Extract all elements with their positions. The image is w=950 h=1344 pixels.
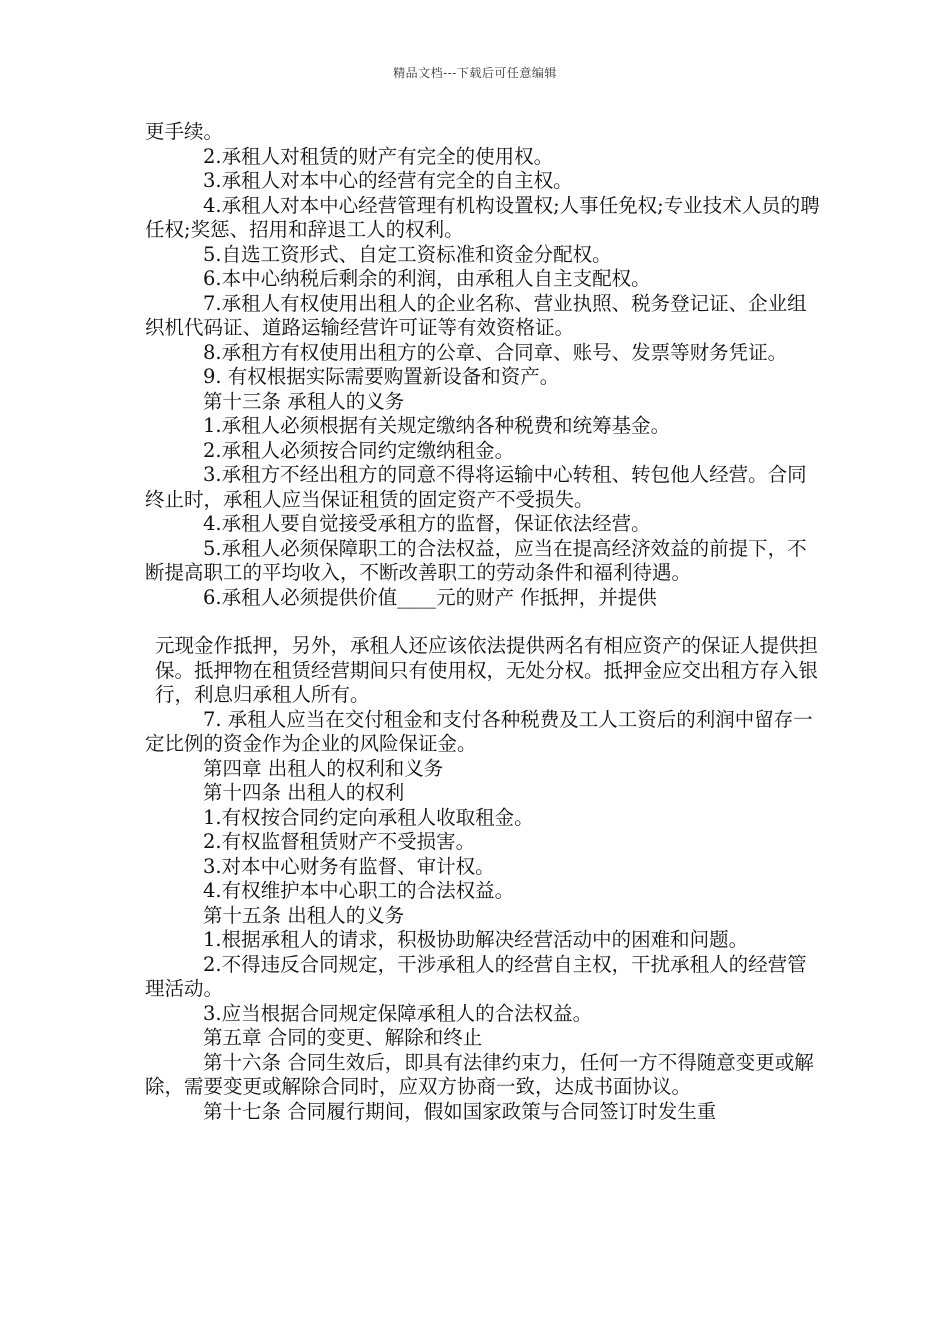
paragraph-14: 5.承租人必须保障职工的合法权益，应当在提高经济效益的前提下，不断提高职工的平均收入，不断改善职工的劳动条件和福利待遇。 [145, 536, 807, 584]
chapter-heading-5: 第五章 合同的变更、解除和终止 [203, 1026, 483, 1049]
paragraph-4: 5.自选工资形式、自定工资标准和资金分配权。 [203, 242, 612, 266]
paragraph-28: 3.应当根据合同规定保障承租人的合法权益。 [203, 1001, 593, 1025]
paragraph-12: 3.承租方不经出租方的同意不得将运输中心转租、转包他人经营。合同终止时，承租人应当保证租赁的固定资产不受损失。 [145, 463, 807, 511]
chapter-heading-4: 第四章 出租人的权利和义务 [203, 756, 444, 780]
section-heading-14: 第十四条 出租人的权利 [203, 781, 405, 804]
paragraph-5: 6.本中心纳税后剩余的利润，由承租人自主支配权。 [203, 267, 651, 290]
paragraph-18: 7. 承租人应当在交付租金和支付各种税费及工人工资后的利润中留存一定比例的资金作为企业的风险保证金。 [145, 707, 813, 755]
paragraph-27: 2.不得违反合同规定，干涉承租人的经营自主权，干扰承租人的经营管理活动。 [145, 952, 807, 1000]
paragraph-21: 1.有权按合同约定向承租人收取租金。 [203, 805, 534, 829]
paragraph-7: 8.承租方有权使用出租方的公章、合同章、账号、发票等财务凭证。 [203, 340, 788, 364]
paragraph-8: 9. 有权根据实际需要购置新设备和资产。 [203, 365, 560, 388]
paragraph-2: 3.承租人对本中心的经营有完全的自主权。 [203, 169, 573, 192]
paragraph-26: 1.根据承租人的请求，积极协助解决经营活动中的困难和问题。 [203, 928, 749, 951]
section-heading-17: 第十七条 合同履行期间，假如国家政策与合同签订时发生重 [203, 1099, 717, 1123]
paragraph-6: 7.承租人有权使用出租人的企业名称、营业执照、税务登记证、企业组织机代码证、道路运输经营许可证等有效资格证。 [145, 291, 807, 339]
section-heading-15: 第十五条 出租人的义务 [203, 903, 405, 927]
paragraph-11: 2.承租人必须按合同约定缴纳租金。 [203, 438, 515, 462]
paragraph-3: 4.承租人对本中心经营管理有机构设置权;人事任免权;专业技术人员的聘任权;奖惩、招用和辞退工人的权利。 [145, 193, 820, 241]
paragraph-17: 元现金作抵押，另外，承租人还应该依法提供两名有相应资产的保证人提供担保。抵押物在租赁经营期间只有使用权，无处分权。抵押金应交出租方存入银行，利息归承租人所有。 [155, 634, 819, 706]
paragraph-0: 更手续。 [145, 120, 224, 143]
paragraph-10: 1.承租人必须根据有关规定缴纳各种税费和统筹基金。 [203, 414, 671, 437]
paragraph-24: 4.有权维护本中心职工的合法权益。 [203, 879, 515, 902]
page-header: 精品文档---下载后可任意编辑 [393, 66, 557, 80]
paragraph-13: 4.承租人要自觉接受承租方的监督，保证依法经营。 [203, 512, 651, 535]
paragraph-23: 3.对本中心财务有监督、审计权。 [203, 854, 495, 878]
paragraph-22: 2.有权监督租赁财产不受损害。 [203, 830, 476, 853]
section-heading-16: 第十六条 合同生效后，即具有法律约束力，任何一方不得随意变更或解除，需要变更或解除合同时，应双方协商一致，达成书面协议。 [145, 1050, 814, 1098]
paragraph-1: 2.承租人对租赁的财产有完全的使用权。 [203, 144, 554, 168]
document-body [145, 120, 825, 1124]
blank-line [145, 610, 825, 634]
section-heading-13: 第十三条 承租人的义务 [203, 389, 405, 413]
paragraph-15: 6.承租人必须提供价值____元的财产 作抵押，并提供 [203, 585, 657, 609]
